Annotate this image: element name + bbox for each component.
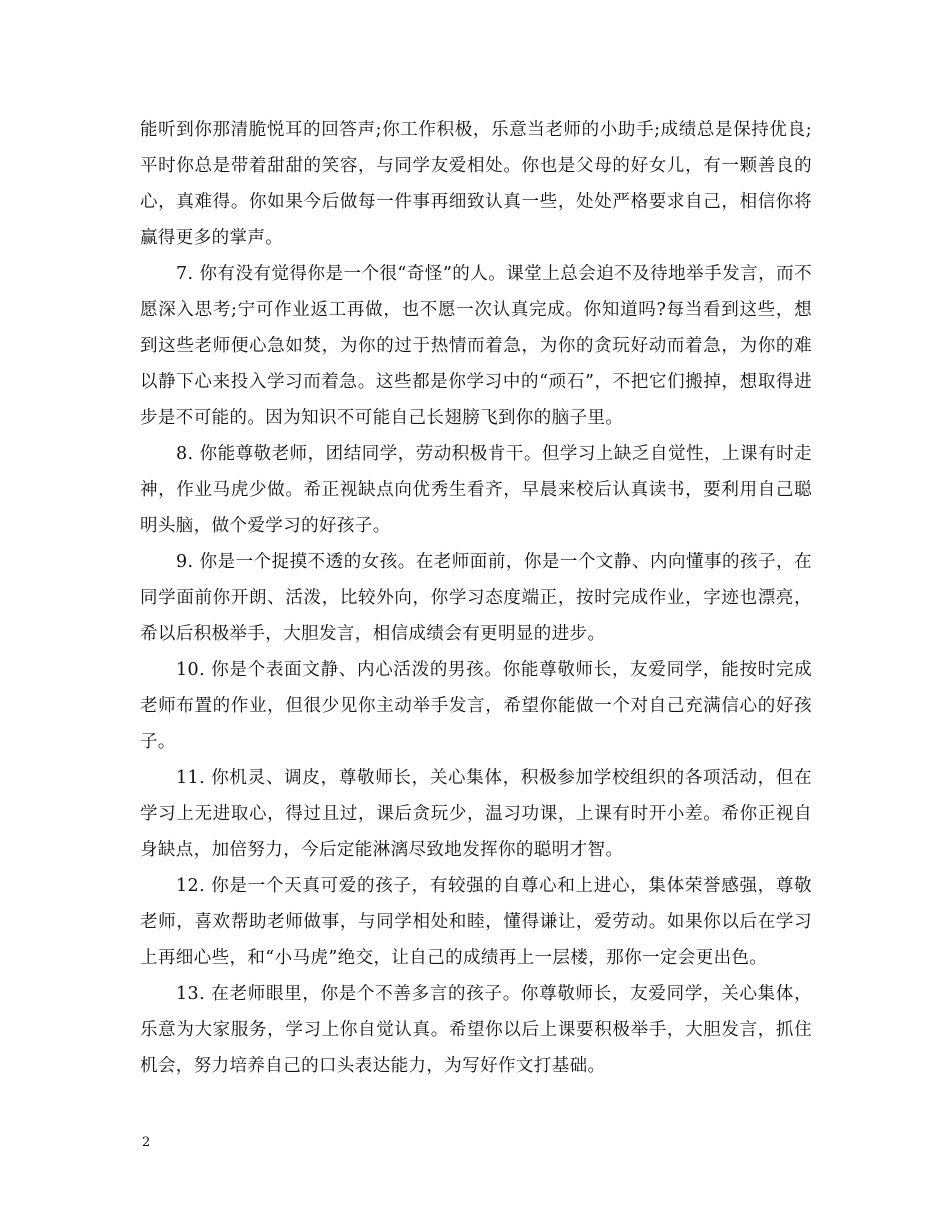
page-number: 2	[142, 1135, 151, 1150]
paragraph-item-11: 11. 你机灵、调皮，尊敬师长，关心集体，积极参加学校组织的各项活动，但在学习上无进取心，得过且过，课后贪玩少，温习功课，上课有时开小差。希你正视自身缺点，加倍努力，今后定能淋漓尽致地发挥你的聪明才智。	[140, 768, 812, 860]
paragraph-continued: 能听到你那清脆悦耳的回答声;你工作积极，乐意当老师的小助手;成绩总是保持优良;平时你总是带着甜甜的笑容，与同学友爱相处。你也是父母的好女儿，有一颗善良的心，真难得。你如果今后做每一件事再细致认真一些，处处严格要求自己，相信你将赢得更多的掌声。	[140, 120, 812, 248]
paragraph-item-13: 13. 在老师眼里，你是个不善多言的孩子。你尊敬师长，友爱同学，关心集体，乐意为大家服务，学习上你自觉认真。希望你以后上课要积极举手，大胆发言，抓住机会，努力培养自己的口头表达能力，为写好作文打基础。	[140, 984, 812, 1076]
paragraph-item-8: 8. 你能尊敬老师，团结同学，劳动积极肯干。但学习上缺乏自觉性，上课有时走神，作业马虎少做。希正视缺点向优秀生看齐，早晨来校后认真读书，要利用自己聪明头脑，做个爱学习的好孩子。	[140, 444, 812, 536]
paragraph-item-12: 12. 你是一个天真可爱的孩子，有较强的自尊心和上进心，集体荣誉感强，尊敬老师，喜欢帮助老师做事，与同学相处和睦，懂得谦让，爱劳动。如果你以后在学习上再细心些，和“小马虎”绝交，让自己的成绩再上一层楼，那你一定会更出色。	[140, 876, 812, 968]
paragraph-item-7: 7. 你有没有觉得你是一个很“奇怪”的人。课堂上总会迫不及待地举手发言，而不愿深入思考;宁可作业返工再做，也不愿一次认真完成。你知道吗?每当看到这些，想到这些老师便心急如焚，为你的过于热情而着急，为你的贪玩好动而着急，为你的难以静下心来投入学习而着急。这些都是你学习中的“顽石”，不把它们搬掉，想取得进步是不可能的。因为知识不可能自己长翅膀飞到你的脑子里。	[140, 264, 812, 428]
paragraph-item-10: 10. 你是个表面文静、内心活泼的男孩。你能尊敬师长，友爱同学，能按时完成老师布置的作业，但很少见你主动举手发言，希望你能做一个对自己充满信心的好孩子。	[140, 660, 812, 752]
document-body	[140, 112, 812, 1084]
paragraph-item-9: 9. 你是一个捉摸不透的女孩。在老师面前，你是一个文静、内向懂事的孩子，在同学面前你开朗、活泼，比较外向，你学习态度端正，按时完成作业，字迹也漂亮，希以后积极举手，大胆发言，相信成绩会有更明显的进步。	[140, 552, 812, 644]
